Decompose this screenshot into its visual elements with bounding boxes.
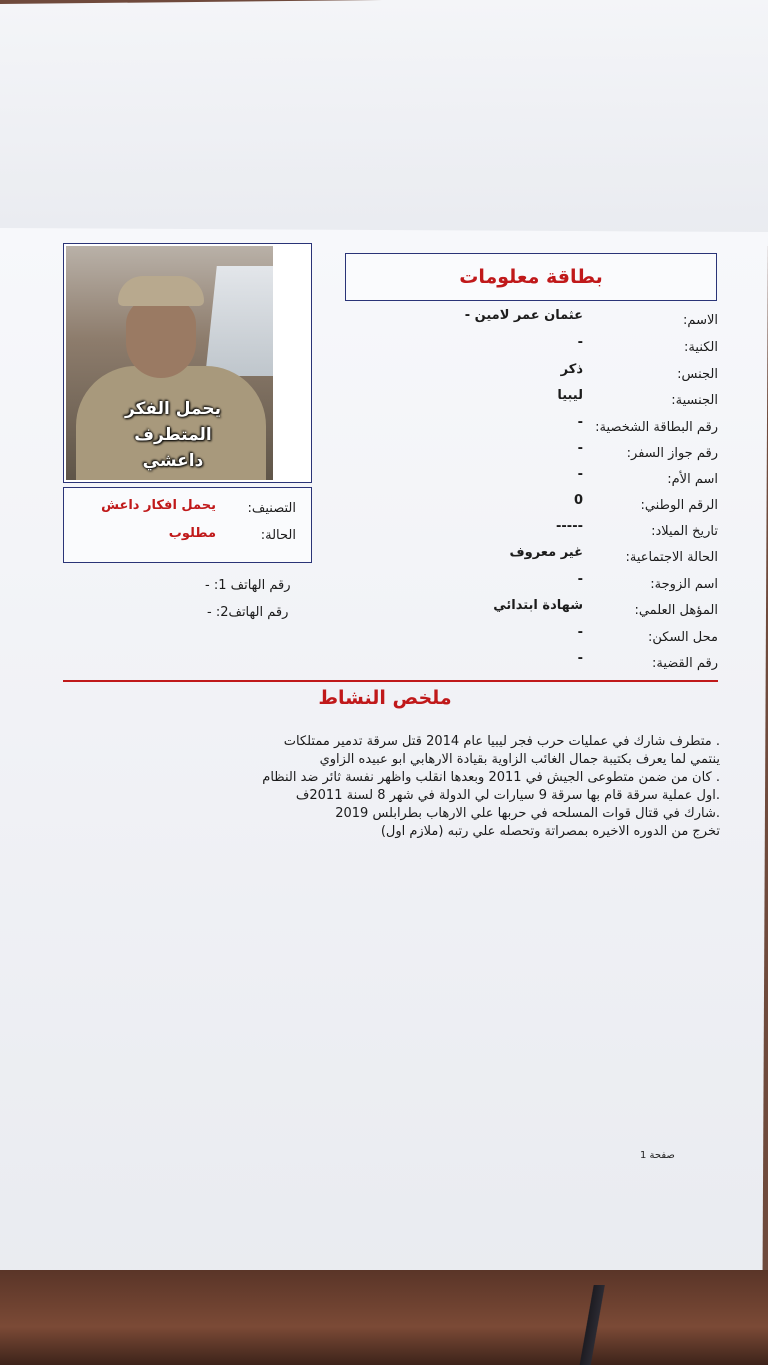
field-value-nationality: ليبيا	[557, 388, 583, 403]
field-label-case-number: رقم القضية:	[652, 656, 718, 671]
field-label-marital-status: الحالة الاجتماعية:	[625, 550, 718, 565]
field-label-nickname: الكنية:	[684, 340, 718, 355]
field-value-mother-name: -	[577, 467, 583, 482]
phone-1: رقم الهاتف 1: -	[205, 578, 291, 593]
field-value-residence: -	[577, 625, 583, 640]
pen	[560, 1285, 620, 1365]
field-value-gender: ذكر	[560, 362, 583, 377]
table-surface	[0, 1270, 768, 1365]
activity-title: ملخص النشاط	[318, 687, 452, 709]
field-value-education: شهادة ابتدائي	[493, 598, 583, 613]
title-box	[345, 253, 717, 301]
field-label-name: الاسم:	[683, 313, 718, 328]
field-label-wife-name: اسم الزوجة:	[650, 577, 718, 592]
field-value-marital-status: غير معروف	[509, 545, 583, 560]
status-label: الحالة:	[260, 528, 296, 543]
photo-frame	[63, 243, 312, 483]
person-photo	[66, 246, 273, 480]
caption-line: داعشي	[142, 451, 204, 471]
category-value: يحمل افكار داعش	[101, 498, 216, 513]
field-label-national-number: الرقم الوطني:	[640, 498, 718, 513]
caption-line: المتطرف	[134, 425, 212, 445]
field-value-birth-date: -----	[556, 519, 583, 534]
field-value-case-number: -	[577, 651, 583, 666]
field-label-nationality: الجنسية:	[671, 393, 718, 408]
category-label: التصنيف:	[247, 501, 296, 516]
summary-line: . متطرف شارك في عمليات حرب فجر ليبيا عام 2014 قتل سرقة تدمير ممتلكات	[283, 734, 720, 749]
background-page	[0, 0, 768, 254]
summary-line: .اول عملية سرقة قام بها سرقة 9 سيارات لي الدولة في شهر 8 لسنة 2011ف	[295, 788, 720, 803]
phone-2: رقم الهاتف2: -	[207, 605, 289, 620]
field-value-passport: -	[577, 441, 583, 456]
page-number: صفحة 1	[640, 1150, 675, 1161]
field-label-mother-name: اسم الأم:	[667, 472, 718, 487]
photo-caption	[114, 396, 232, 474]
field-value-wife-name: -	[577, 572, 583, 587]
status-value: مطلوب	[168, 526, 216, 541]
field-value-nickname: -	[577, 335, 583, 350]
caption-line: يحمل الفكر	[124, 399, 222, 419]
person-head	[126, 298, 196, 378]
classification-box	[63, 487, 312, 563]
field-label-residence: محل السكن:	[648, 630, 718, 645]
field-label-passport: رقم جواز السفر:	[626, 446, 718, 461]
page-title: بطاقة معلومات	[459, 266, 603, 288]
field-label-birth-date: تاريخ الميلاد:	[651, 524, 718, 539]
section-divider	[63, 680, 718, 682]
field-label-id-card: رقم البطاقة الشخصية:	[595, 420, 718, 435]
field-value-national-number: 0	[573, 493, 583, 508]
summary-line: . كان من ضمن متطوعى الجيش في 2011 وبعدها انقلب واظهر نفسة ثائر ضد النظام	[262, 770, 720, 785]
person-cap	[118, 276, 204, 306]
field-value-id-card: -	[577, 415, 583, 430]
summary-line: .شارك في قتال قوات المسلحه في حربها علي الارهاب بطرابلس 2019	[335, 806, 720, 821]
field-label-gender: الجنس:	[677, 367, 718, 382]
activity-summary	[200, 733, 720, 841]
field-value-name: عثمان عمر لامين -	[464, 308, 583, 323]
car-window	[205, 266, 273, 376]
summary-line: تخرج من الدوره الاخيره بمصراتة وتحصله علي رتبه (ملازم اول)	[380, 824, 720, 839]
field-label-education: المؤهل العلمي:	[634, 603, 718, 618]
summary-line: ينتمي لما يعرف بكتيبة جمال الغائب الزاوية بقيادة الارهابي ابو عبيده الزاوي	[319, 752, 720, 767]
